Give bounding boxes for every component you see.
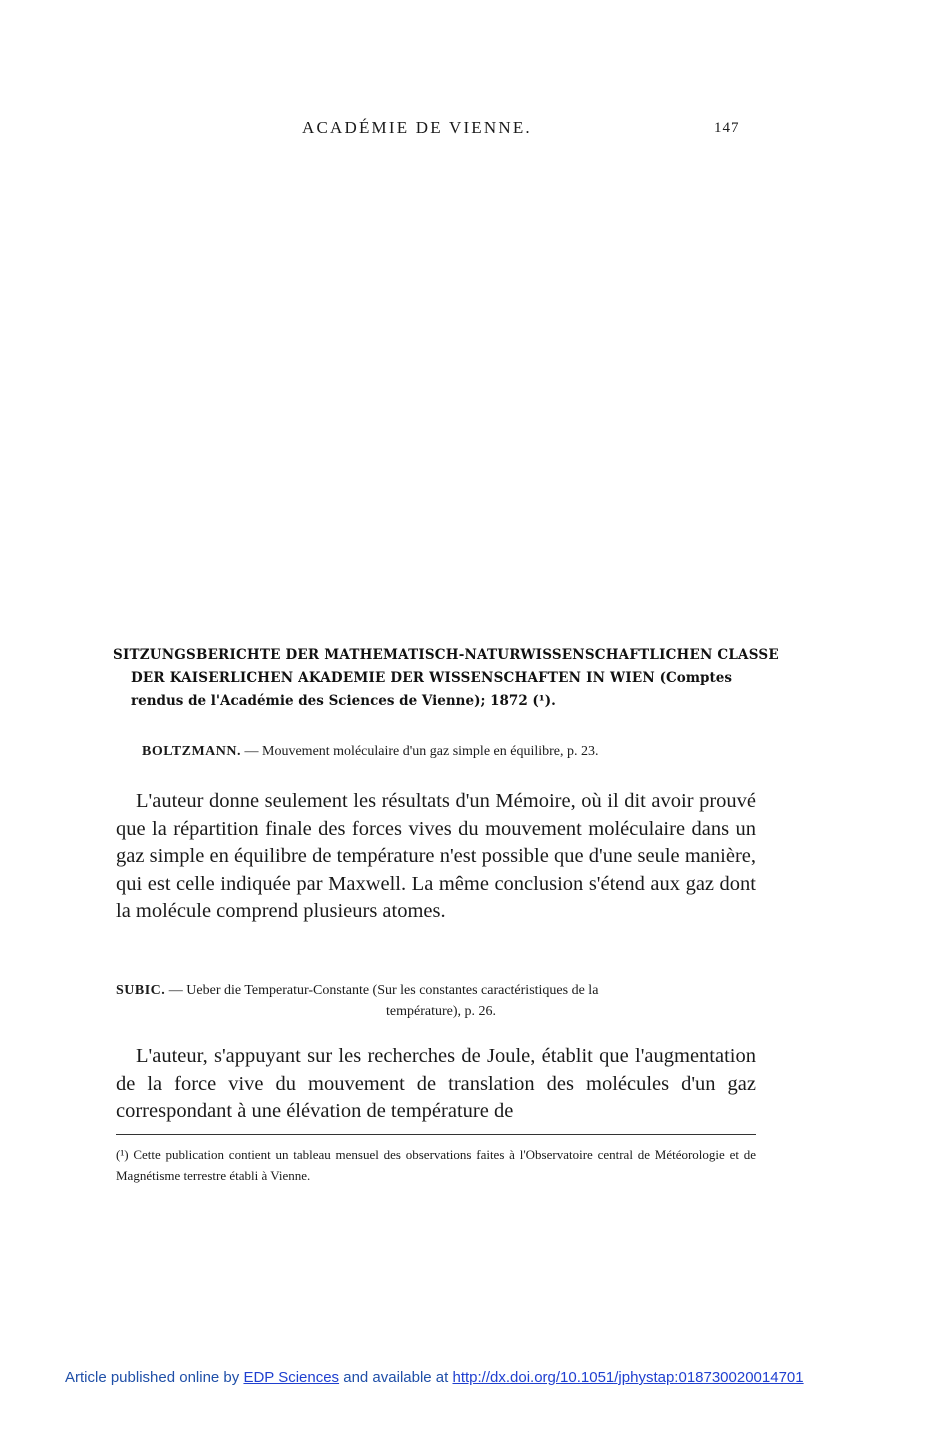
publisher-link[interactable]: EDP Sciences xyxy=(243,1369,340,1386)
section-heading xyxy=(113,644,779,713)
body-paragraph-2 xyxy=(116,1043,756,1126)
footnote xyxy=(116,1144,756,1186)
entry-heading-subic xyxy=(116,980,756,1022)
entry-title: — Mouvement moléculaire d'un gaz simple en équilibre, p. 23. xyxy=(241,744,599,759)
footnote-marker: (¹) xyxy=(116,1147,129,1162)
entry-author: BOLTZMANN. xyxy=(142,744,242,759)
entry-heading-boltzmann xyxy=(142,744,599,760)
body-paragraph-1-text: L'auteur donne seulement les résultats d'un Mémoire, où il dit avoir prouvé que la répartition finale des forces vives du mouvement moléculaire dans un gaz simple en équilibre de température n'est possible que d'une seule manière, qui est celle indiquée par Maxwell. La même conclusion s'étend aux gaz dont la molécule comprend plusieurs atomes. xyxy=(116,790,756,922)
entry-title: — Ueber die Temperatur-Constante (Sur les constantes caractéristiques de la xyxy=(165,983,599,998)
footnote-text: Cette publication contient un tableau mensuel des observations faites à l'Observatoire central de Météorologie et de Magnétisme terrestre établi à Vienne. xyxy=(116,1147,756,1183)
footnote-divider xyxy=(116,1134,756,1135)
publisher-middle: and available at xyxy=(339,1369,453,1386)
section-heading-line-2 xyxy=(113,667,763,690)
section-heading-line-2-rest: (Comptes xyxy=(654,670,732,686)
section-heading-line-1: SITZUNGSBERICHTE DER MATHEMATISCH-NATURWISSENSCHAFTLICHEN CLASSE xyxy=(113,647,779,663)
running-title: ACADÉMIE DE VIENNE. xyxy=(302,118,532,137)
running-head xyxy=(0,118,930,142)
body-paragraph-1 xyxy=(116,788,756,926)
body-paragraph-2-text: L'auteur, s'appuyant sur les recherches de Joule, établit que l'augmentation de la force vive du mouvement de translation des molécules d'un gaz correspondant à une élévation de température de xyxy=(116,1045,756,1122)
entry-author: SUBIC. xyxy=(116,983,166,998)
section-heading-line-3: rendus de l'Académie des Sciences de Vienne); 1872 (¹). xyxy=(131,693,556,709)
doi-link[interactable]: http://dx.doi.org/10.1051/jphystap:018730020014701 xyxy=(452,1369,804,1386)
publisher-line xyxy=(65,1369,804,1386)
page-number: 147 xyxy=(714,120,740,136)
publisher-prefix: Article published online by xyxy=(65,1369,244,1386)
section-heading-line-2-caps: DER KAISERLICHEN AKADEMIE DER WISSENSCHAFTEN IN WIEN xyxy=(131,670,655,686)
entry-title-continuation: température), p. 26. xyxy=(385,1004,496,1019)
